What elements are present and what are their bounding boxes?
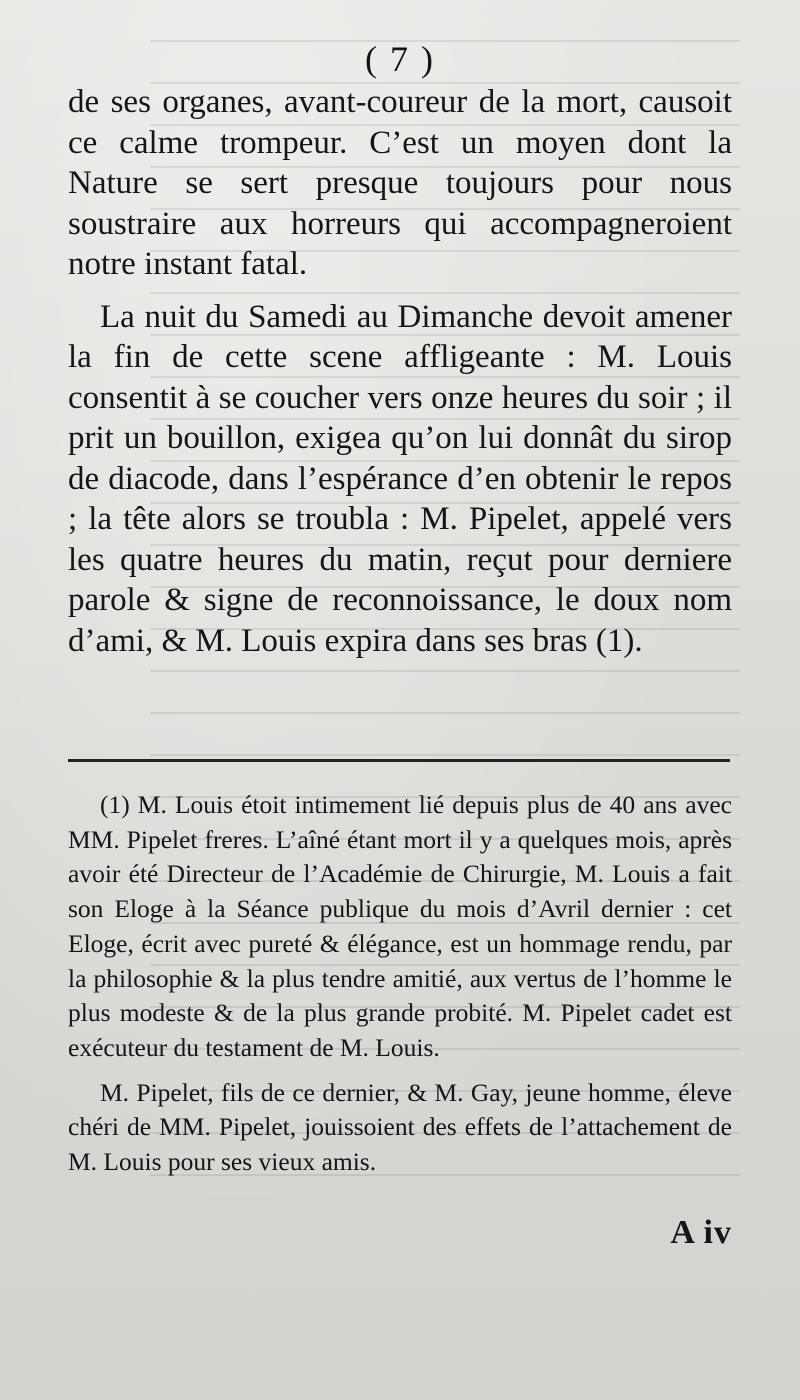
signature-mark: A iv [670, 1214, 732, 1251]
footnote-1: (1) M. Louis étoit intimement lié depuis plus de 40 ans avec MM. Pipelet freres. L’aîné étant mort il y a quelques mois, après avoir été Directeur de l’Académie de Chirurgie, M. Louis a fait son Eloge à la Séance publique du mois d’Avril dernier : cet Eloge, écrit avec pureté & élégance, est un hommage rendu, par la philosophie & la plus tendre amitié, aux vertus de l’homme le plus modeste & de la plus grande probité. M. Pipelet cadet est exécuteur du testament de M. Louis. [68, 790, 732, 1062]
page-number: ( 7 ) [365, 39, 435, 79]
footnote-divider [68, 759, 730, 762]
paragraph-2: La nuit du Samedi au Dimanche devoit amener la fin de cette scene affligeante : M. Louis consentit à se coucher vers onze heures du soir ; il prit un bouillon, exigea qu’on lui donnât du sirop de diacode, dans l’espérance d’en obtenir le repos ; la tête alors se troubla : M. Pipelet, appelé vers les quatre heures du matin, reçut pour derniere parole & signe de reconnoissance, le doux nom d’ami, & M. Louis expira dans ses bras (1). [68, 298, 732, 659]
footnotes [68, 788, 732, 1180]
main-text [68, 82, 732, 661]
paragraph-1: de ses organes, avant-coureur de la mort, causoit ce calme trompeur. C’est un moyen dont la Nature se sert presque toujours pour nous soustraire aux horreurs qui accompagneroient notre instant fatal. [68, 84, 732, 282]
footnote-2: M. Pipelet, fils de ce dernier, & M. Gay, jeune homme, éleve chéri de MM. Pipelet, jouissoient des effets de l’attachement de M. Louis pour ses vieux amis. [68, 1077, 732, 1177]
